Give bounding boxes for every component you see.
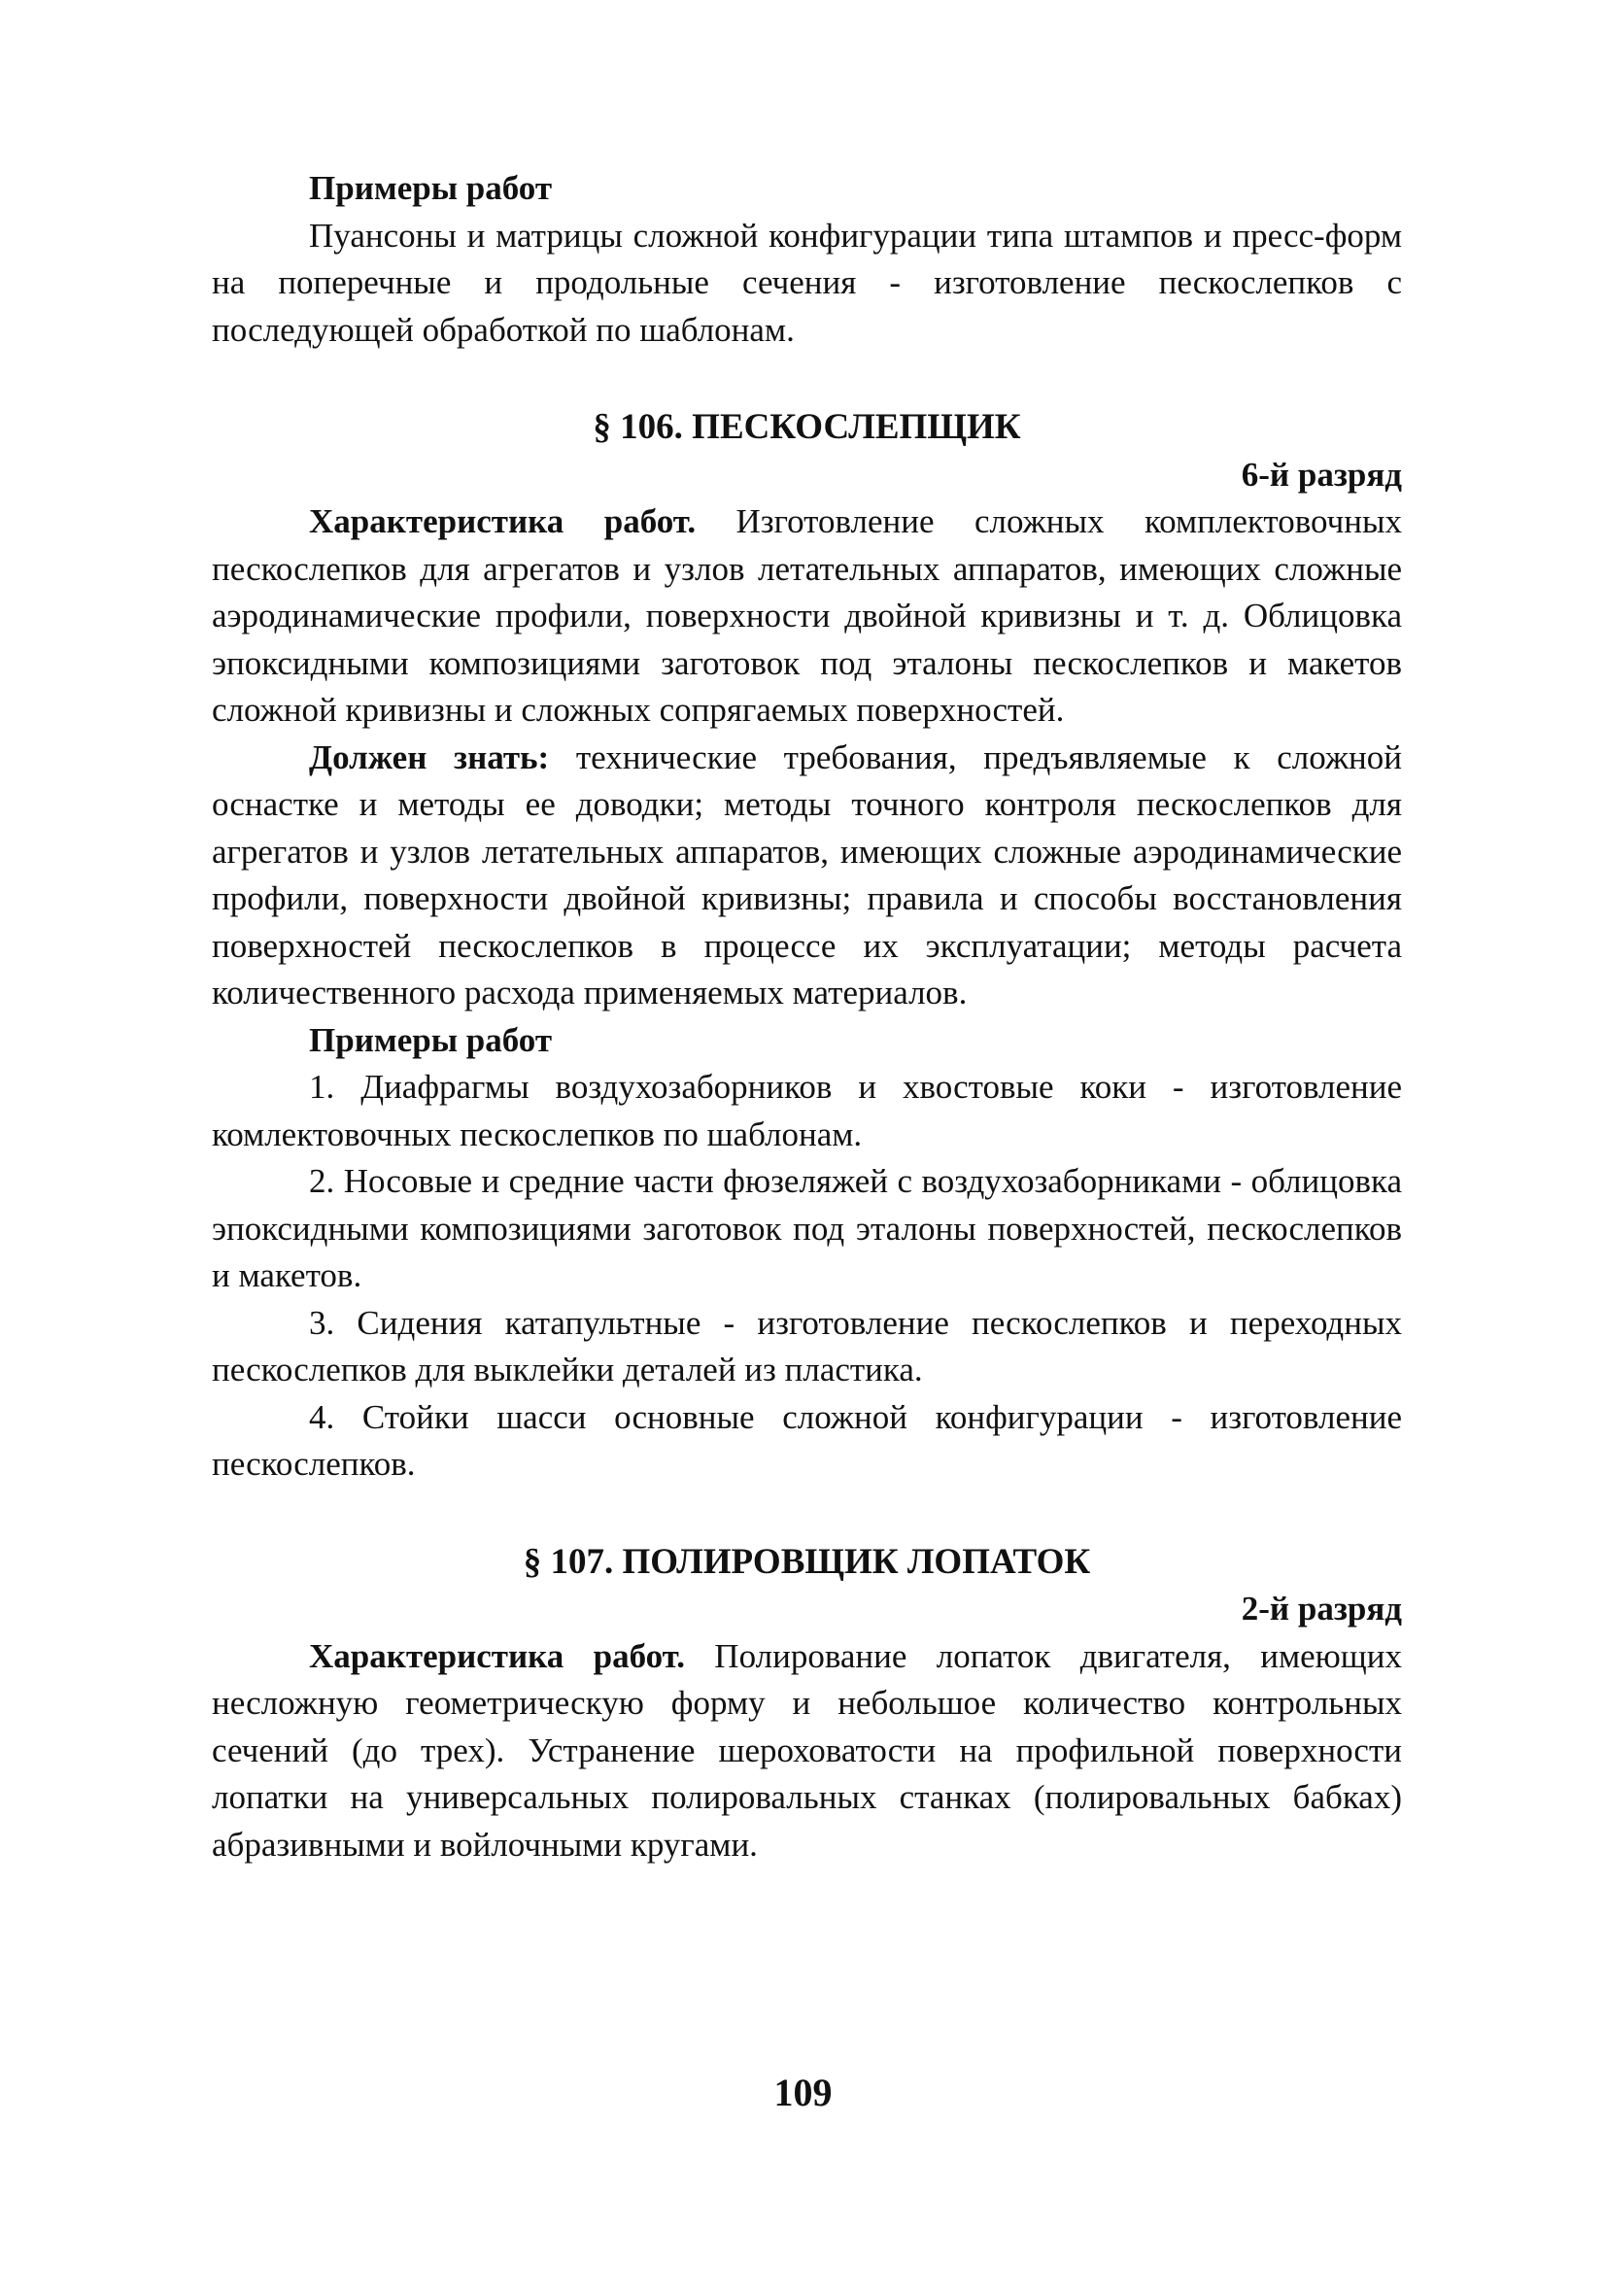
example-item: 4. Стойки шасси основные сложной конфигурации - изготовление пескослепков. xyxy=(212,1397,1402,1483)
knowledge-text: технические требования, предъявляемые к сложной оснастке и методы ее доводки; методы точного контроля пескослепков для агрегатов и узлов летательных аппаратов, имеющих сложные аэродинамические профили, поверхности двойной кривизны; правила и способы восстановления поверхностей пескослепков в процессе их эксплуатации; методы расчета количественного расхода применяемых материалов. xyxy=(212,737,1402,1011)
characteristic-lead: Характеристика работ. xyxy=(309,502,697,540)
example-item: 1. Диафрагмы воздухозаборников и хвостовые коки - изготовление комлектовочных пескослепков по шаблонам. xyxy=(212,1068,1402,1153)
page-number: 109 xyxy=(773,2071,833,2114)
characteristic-text: Полирование лопаток двигателя, имеющих несложную геометрическую форму и небольшое количество контрольных сечений (до трех). Устранение шероховатости на профильной поверхности лопатки на универсальных полировальных станках (полировальных бабках) абразивными и войлочными кругами. xyxy=(212,1636,1402,1864)
examples-paragraph-1: Пуансоны и матрицы сложной конфигурации типа штампов и пресс-форм на поперечные и продольные сечения - изготовление пескослепков с последующей обработкой по шаблонам. xyxy=(212,216,1402,349)
spacer xyxy=(212,1489,1402,1539)
example-item: 3. Сидения катапультные - изготовление пескослепков и переходных пескослепков для выклейки деталей из пластика. xyxy=(212,1303,1402,1388)
section-107-grade: 2-й разряд xyxy=(1241,1590,1402,1628)
characteristic-lead: Характеристика работ. xyxy=(309,1636,685,1675)
examples-heading-1: Примеры работ xyxy=(309,169,553,207)
characteristic-text: Изготовление сложных комплектовочных пескослепков для агрегатов и узлов летательных аппаратов, имеющих сложные аэродинамические профили, поверхности двойной кривизны и т. д. Облицовка эпоксидными композициями заготовок под эталоны пескослепков и макетов сложной кривизны и сложных сопрягаемых поверхностей. xyxy=(212,502,1402,729)
knowledge-lead: Должен знать: xyxy=(309,737,550,776)
spacer xyxy=(212,354,1402,404)
examples-heading-106: Примеры работ xyxy=(309,1020,553,1059)
section-106-characteristic xyxy=(212,498,1402,735)
document-page xyxy=(212,165,1402,1868)
section-107-characteristic xyxy=(212,1633,1402,1869)
section-106-title: § 106. ПЕСКОСЛЕПЩИК xyxy=(593,407,1021,447)
section-106-grade: 6-й разряд xyxy=(1241,455,1402,494)
section-107-title: § 107. ПОЛИРОВЩИК ЛОПАТОК xyxy=(523,1541,1091,1582)
section-106-knowledge xyxy=(212,735,1402,1017)
example-item: 2. Носовые и средние части фюзеляжей с воздухозаборниками - облицовка эпоксидными композициями заготовок под эталоны поверхностей, пескослепков и макетов. xyxy=(212,1162,1402,1294)
